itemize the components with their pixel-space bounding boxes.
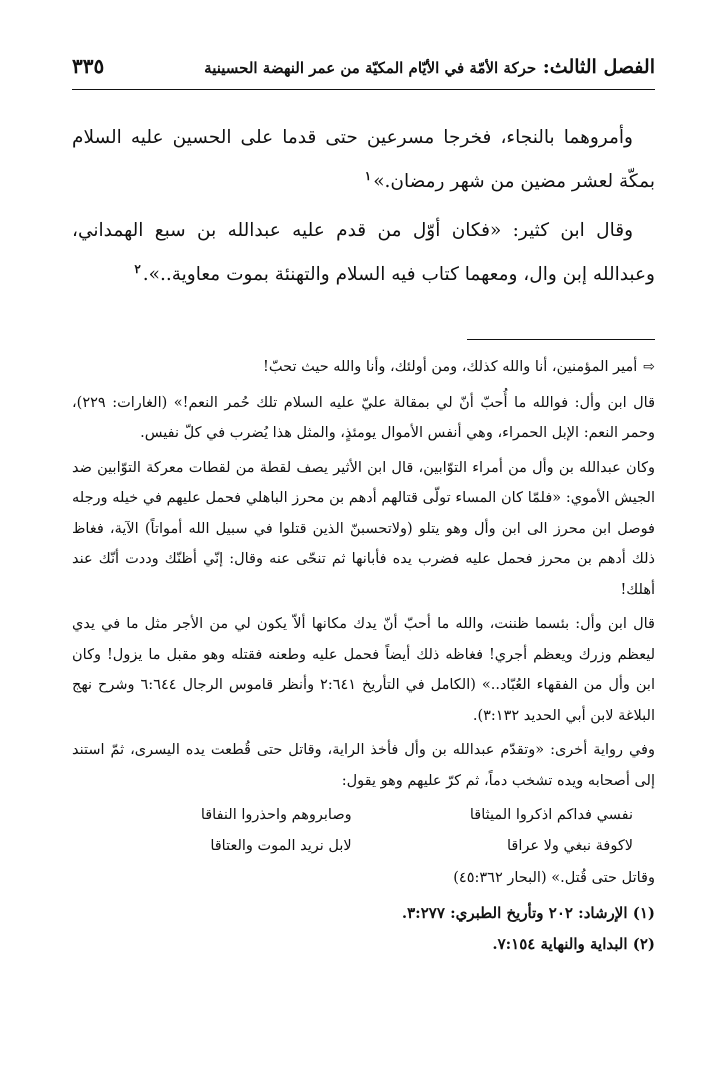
- running-title: [204, 56, 655, 78]
- footnote-paragraph: قال ابن وأل: بئسما ظننت، والله ما أحبّ أنّ يدك مكانها ألاّ يكون لي من الأجر مثل ما في يدي ليعظم وزرك ويعظم أجري! فغاظه ذلك أيضاً فحمل عليه وطعنه فقتله وهو مقبل ما يزول! وكان ابن وأل من الفقهاء العُبّاد..» (الكامل في التأريخ ٢:٦٤١ وأنظر قاموس الرجال ٦:٦٤٤ وشرح نهج البلاغة لابن أبي الحديد ٣:١٣٢).: [72, 616, 655, 724]
- body-paragraph-text: وأمروهما بالنجاء، فخرجا مسرعين حتى قدما على الحسين عليه السلام بمكّة لعشر مضين من شهر رمضان.»: [72, 127, 655, 193]
- main-text: [72, 118, 655, 304]
- source-reference: (٢) البداية والنهاية ٧:١٥٤.: [492, 934, 655, 953]
- running-header: [72, 50, 655, 90]
- poem-hemistich-left: وصابروهم واحذروا النفاقا: [200, 807, 352, 823]
- footnote-paragraph: وفي رواية أخرى: «وتقدّم عبدالله بن وأل فأخذ الراية، وقاتل حتى قُطعت يده اليسرى، ثمّ استند إلى أصحابه ويده تشخب دماً، ثم كرّ عليهم وهو يقول:: [72, 742, 655, 789]
- footnote-paragraph: وكان عبدالله بن وأل من أمراء التوّابين، قال ابن الأثير يصف لقطة من لقطات معركة التوّابين ضد الجيش الأموي: «فلمّا كان المساء تولّى قتالهم أدهم بن محرز الباهلي فحمل عليهم في خيله ورجله فوصل ابن محرز الى ابن وأل وهو يتلو (ولاتحسبنّ الذين قتلوا في سبيل الله أمواتاً) الآية، فغاظ ذلك أدهم بن محرز فحمل عليه فضرب يده فأبانها ثم تنحّى عنه وقال: إنّي أظنّك وددت أنّك عند أهلك!: [72, 459, 655, 598]
- page-number: ٣٣٥: [72, 54, 105, 78]
- footnote-ref: ١: [364, 169, 372, 183]
- footnote-text: أمير المؤمنين، أنا والله كذلك، ومن أولئك، وأنا والله حيث تحبّ!: [263, 359, 638, 375]
- footnotes: [72, 352, 655, 960]
- source-reference: (١) الإرشاد: ٢٠٢ وتأريخ الطبري: ٣:٢٧٧.: [401, 903, 655, 922]
- footnote-ref: ٢: [134, 262, 141, 277]
- poem-hemistich-right: نفسي فداكم اذكروا الميثاقا: [469, 807, 633, 823]
- header-divider: [72, 89, 655, 90]
- poem: [72, 800, 655, 861]
- source-references: [72, 898, 655, 960]
- body-paragraph-text: وقال ابن كثير: «فكان أوّل من قدم عليه عبدالله بن سبع الهمداني، وعبدالله إبن وال، ومعهما كتاب فيه السلام والتهنئة بموت معاوية..».: [72, 220, 655, 286]
- poem-hemistich-right: لاكوفة نبغي ولا عراقا: [507, 837, 633, 854]
- poem-verse: [72, 800, 655, 831]
- body-paragraph: [72, 211, 655, 294]
- footnote-continuation: [72, 352, 655, 383]
- poem-hemistich-left: لابل نريد الموت والعتاقا: [210, 837, 352, 854]
- chapter-subtitle: حركة الأمّة في الأيّام المكيّة من عمر النهضة الحسينية: [204, 59, 537, 77]
- continuation-arrow-icon: ⇨: [643, 359, 655, 375]
- poem-verse: [72, 831, 655, 862]
- footnote-divider: [467, 339, 655, 340]
- chapter-label: الفصل الثالث:: [542, 56, 655, 78]
- footnote-paragraph: قال ابن وأل: فوالله ما أُحبّ أنّ لي بمقالة عليّ عليه السلام تلك حُمر النعم!» (الغارات: ٢٢٩)، وحمر النعم: الإبل الحمراء، وهي أنفس الأموال يومئذٍ، والمثل هذا يُضرب في كلّ نفيس.: [72, 394, 655, 441]
- footnote-paragraph: وقاتل حتى قُتل.» (البحار ٤٥:٣٦٢): [453, 870, 655, 886]
- body-paragraph: [72, 118, 655, 201]
